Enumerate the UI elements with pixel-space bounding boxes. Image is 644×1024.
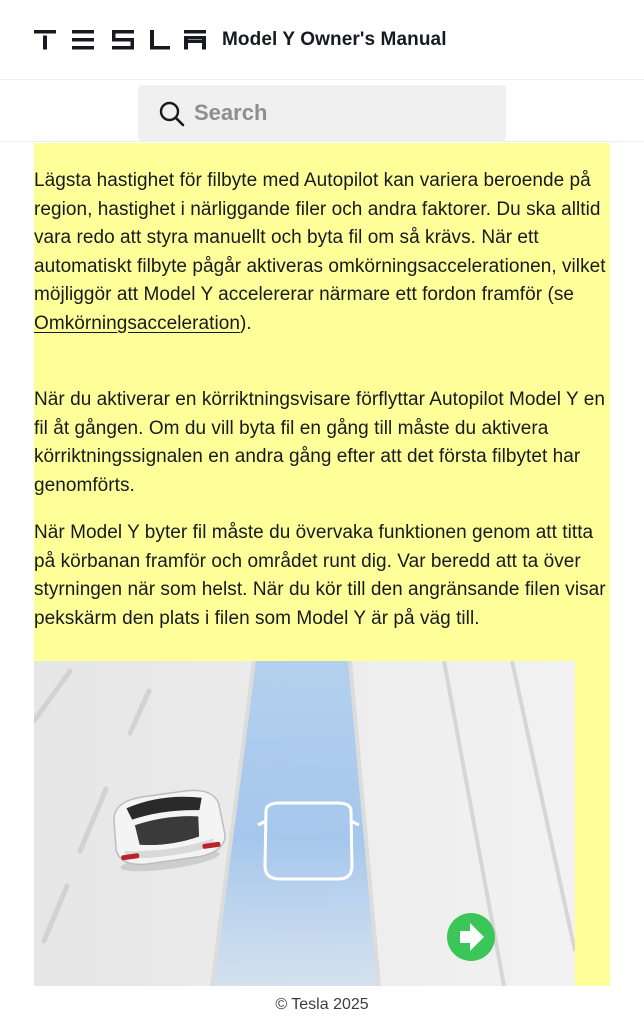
article-content — [34, 143, 610, 986]
manual-title[interactable]: Model Y Owner's Manual — [222, 29, 447, 50]
paragraph-turn-signal: När du aktiverar en körriktningsvisare förflyttar Autopilot Model Y en fil åt gången. Om du vill byta fil en gång till måste du aktivera körriktningssignalen en andra gång efter att det första filbytet har genomförts. — [34, 389, 605, 496]
overtake-acceleration-link[interactable]: Omkörningsacceleration — [34, 312, 240, 334]
arrow-right-circle-icon — [447, 913, 495, 961]
paragraph-text: Lägsta hastighet för filbyte med Autopilot kan variera beroende på region, hastighet i närliggande filer och andra faktorer. Du ska alltid vara redo att styra manuellt och byta fil om så krävs. När ett automatiskt filbyte pågår aktiveras omkörningsaccelerationen, vilket möjliggör att Model Y accelererar närmare ett fordon framför (se — [34, 170, 606, 306]
search-input[interactable] — [194, 97, 484, 129]
search-bar — [0, 80, 644, 142]
tesla-logo[interactable] — [34, 30, 206, 50]
paragraph-text-end: ). — [239, 312, 252, 334]
lane-change-illustration — [34, 661, 575, 986]
search-box[interactable] — [138, 85, 506, 141]
road-illustration — [34, 661, 575, 986]
tesla-wordmark-icon — [34, 30, 206, 50]
paragraph-monitor: När Model Y byter fil måste du övervaka funktionen genom att titta på körbanan framför och området runt dig. Var beredd att ta över styrningen när som helst. När du kör till den angränsande filen visar pekskärm den plats i filen som Model Y är på väg till. — [34, 522, 606, 629]
paragraph-lane-change-speed — [34, 167, 610, 339]
search-icon — [158, 100, 186, 128]
site-header — [0, 0, 644, 80]
footer-copyright: © Tesla 2025 — [275, 996, 369, 1013]
